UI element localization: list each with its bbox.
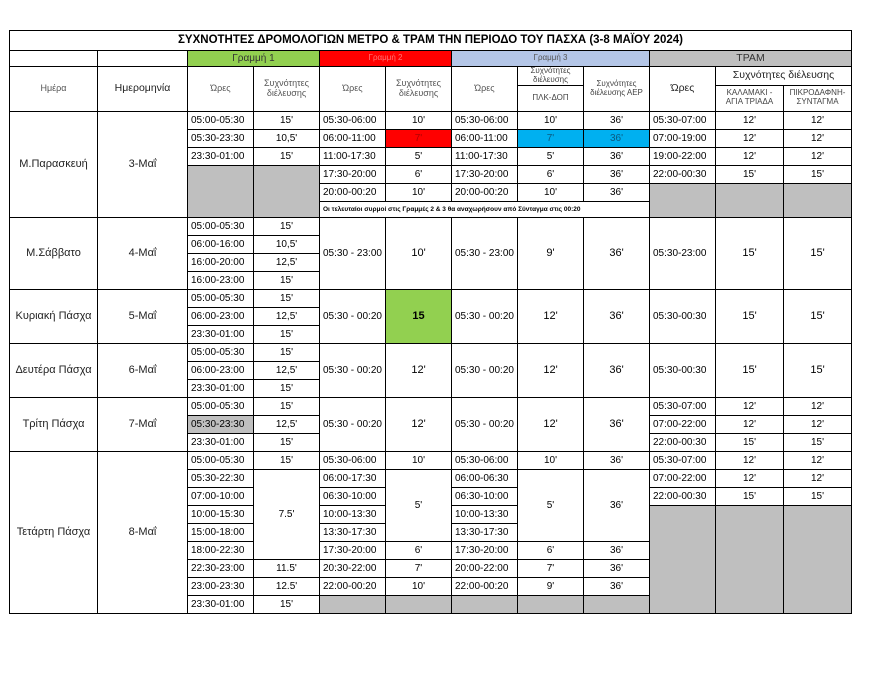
table-cell: 15'	[254, 595, 320, 613]
header-l3-plk: ΠΛΚ-ΔΟΠ	[518, 85, 584, 111]
table-cell: 22:00-00:30	[650, 487, 716, 505]
table-cell: 06:30-10:00	[452, 487, 518, 505]
table-cell: 36'	[584, 469, 650, 541]
table-cell: 15'	[254, 379, 320, 397]
date-cell: 8-Μαΐ	[98, 451, 188, 613]
table-cell: 05:00-05:30	[188, 111, 254, 129]
table-cell: 05:00-05:30	[188, 343, 254, 361]
table-cell: 36'	[584, 165, 650, 183]
table-cell: 12'	[784, 129, 852, 147]
header-l3-hours: Ώρες	[452, 67, 518, 112]
table-cell: 12'	[784, 469, 852, 487]
table-cell: 07:00-19:00	[650, 129, 716, 147]
date-cell: 4-Μαΐ	[98, 217, 188, 289]
table-cell: 06:00-23:00	[188, 307, 254, 325]
table-cell: 12'	[518, 397, 584, 451]
table-cell: 16:00-23:00	[188, 271, 254, 289]
table-cell: 12'	[716, 111, 784, 129]
table-cell: 15'	[784, 289, 852, 343]
table-cell: 05:00-05:30	[188, 451, 254, 469]
table-cell: 12'	[518, 289, 584, 343]
table-cell: 05:00-05:30	[188, 397, 254, 415]
table-cell: 5'	[518, 469, 584, 541]
table-cell: 10'	[386, 183, 452, 201]
day-cell: Κυριακή Πάσχα	[10, 289, 98, 343]
table-cell: 12'	[784, 415, 852, 433]
table-cell: 15'	[254, 271, 320, 289]
table-cell: 05:30-22:30	[188, 469, 254, 487]
table-cell: 5'	[518, 147, 584, 165]
table-cell: 07:00-22:00	[650, 415, 716, 433]
table-cell: 23:30-01:00	[188, 147, 254, 165]
header-l2-freq: Συχνότητες διέλευσης	[386, 67, 452, 112]
empty-grey-cell	[650, 505, 716, 613]
line-2-header: Γραμμή 2	[320, 51, 452, 67]
table-cell: 17:30-20:00	[320, 165, 386, 183]
table-cell: 05:30 - 00:20	[320, 397, 386, 451]
table-cell: 22:00-00:20	[320, 577, 386, 595]
table-cell: 06:00-11:00	[452, 129, 518, 147]
empty-grey-cell	[452, 595, 518, 613]
table-cell: 10'	[518, 111, 584, 129]
table-cell: 16:00-20:00	[188, 253, 254, 271]
table-cell: 06:00-16:00	[188, 235, 254, 253]
table-cell: 15'	[784, 433, 852, 451]
table-cell: 15'	[254, 451, 320, 469]
table-cell: 23:30-01:00	[188, 325, 254, 343]
day-cell: Μ.Παρασκευή	[10, 111, 98, 217]
table-cell: 12'	[784, 147, 852, 165]
table-cell: 15'	[254, 433, 320, 451]
table-cell: 06:00-11:00	[320, 129, 386, 147]
table-cell: 36'	[584, 217, 650, 289]
table-cell: 7'	[518, 559, 584, 577]
table-cell: 36'	[584, 577, 650, 595]
table-cell: 36'	[584, 559, 650, 577]
empty-grey-cell	[716, 183, 784, 217]
table-cell: 20:30-22:00	[320, 559, 386, 577]
table-cell: 12'	[784, 397, 852, 415]
table-cell: 10'	[386, 217, 452, 289]
header-l2-hours: Ώρες	[320, 67, 386, 112]
table-cell: 22:00-00:30	[650, 165, 716, 183]
table-cell: 07:00-10:00	[188, 487, 254, 505]
tram-header: ΤΡΑΜ	[650, 51, 852, 67]
table-cell: 12,5'	[254, 361, 320, 379]
empty-grey-cell	[254, 165, 320, 217]
empty-grey-cell	[386, 595, 452, 613]
table-cell: 23:00-23:30	[188, 577, 254, 595]
table-cell: 12'	[716, 147, 784, 165]
table-cell: 15'	[254, 111, 320, 129]
table-cell: 05:30 - 00:20	[452, 397, 518, 451]
table-cell: 05:30 - 00:20	[452, 343, 518, 397]
table-cell: 15'	[254, 147, 320, 165]
table-cell: 12'	[716, 469, 784, 487]
table-cell: 12'	[386, 397, 452, 451]
table-cell: 13:30-17:30	[452, 523, 518, 541]
schedule-table	[9, 30, 852, 614]
table-cell: 36'	[584, 343, 650, 397]
table-cell: 11.5'	[254, 559, 320, 577]
table-cell: 10:00-13:30	[452, 505, 518, 523]
table-cell: 23:30-01:00	[188, 595, 254, 613]
header-date: Ημερομηνία	[98, 67, 188, 112]
table-cell: 6'	[518, 541, 584, 559]
table-cell: 15'	[254, 217, 320, 235]
page-title: ΣΥΧΝΟΤΗΤΕΣ ΔΡΟΜΟΛΟΓΙΩΝ ΜΕΤΡΟ & ΤΡΑΜ ΤΗΝ ΠΕΡΙΟΔΟ ΤΟΥ ΠΑΣΧΑ (3-8 ΜΑΪΟΥ 2024)	[10, 31, 852, 51]
empty-grey-cell	[584, 595, 650, 613]
table-cell: 5'	[386, 147, 452, 165]
table-cell: 07:00-22:00	[650, 469, 716, 487]
table-cell: 05:30 - 23:00	[452, 217, 518, 289]
table-cell: 11:00-17:30	[452, 147, 518, 165]
table-cell: 10'	[386, 577, 452, 595]
date-cell: 3-Μαΐ	[98, 111, 188, 217]
schedule-sheet	[9, 30, 852, 614]
table-cell: 20:00-00:20	[452, 183, 518, 201]
table-cell: 10,5'	[254, 129, 320, 147]
table-cell: 6'	[386, 541, 452, 559]
table-cell: 06:00-17:30	[320, 469, 386, 487]
table-cell: 05:30-07:00	[650, 111, 716, 129]
header-l3-freq-aer: Συχνότητες διέλευσης ΑΕΡ	[584, 67, 650, 112]
table-cell: 15'	[784, 165, 852, 183]
table-cell: 36'	[584, 147, 650, 165]
table-cell: 06:30-10:00	[320, 487, 386, 505]
table-cell: 06:00-23:00	[188, 361, 254, 379]
empty-grey-cell	[188, 165, 254, 217]
table-cell: 17:30-20:00	[320, 541, 386, 559]
table-cell: 12'	[716, 397, 784, 415]
table-cell: 05:30-07:00	[650, 397, 716, 415]
table-cell: 22:00-00:30	[650, 433, 716, 451]
table-cell: 05:30 - 23:00	[320, 217, 386, 289]
table-cell: 18:00-22:30	[188, 541, 254, 559]
table-cell: 10,5'	[254, 235, 320, 253]
table-cell: 10'	[386, 111, 452, 129]
header-tram-b: ΠΙΚΡΟΔΑΦΝΗ-ΣΥΝΤΑΓΜΑ	[784, 85, 852, 111]
table-cell: 15'	[254, 343, 320, 361]
table-cell: 12'	[716, 415, 784, 433]
table-cell: 12'	[716, 451, 784, 469]
last-train-note: Οι τελευταίοι συρμοί στις Γραμμές 2 & 3 θα αναχωρήσουν από Σύνταγμα στις 00:20	[320, 201, 650, 217]
table-cell: 12'	[784, 451, 852, 469]
highlight-cell: 36'	[584, 129, 650, 147]
table-cell: 17:30-20:00	[452, 165, 518, 183]
table-cell: 36'	[584, 541, 650, 559]
empty-grey-cell	[784, 183, 852, 217]
table-cell: 05:30-23:30	[188, 129, 254, 147]
table-cell: 05:30-06:00	[320, 111, 386, 129]
header-tram-a: ΚΑΛΑΜΑΚΙ - ΑΓΙΑ ΤΡΙΑΔΑ	[716, 85, 784, 111]
header-tram-hours: Ώρες	[650, 67, 716, 112]
table-cell: 05:30 - 00:20	[320, 343, 386, 397]
table-cell: 13:30-17:30	[320, 523, 386, 541]
table-cell: 12'	[716, 129, 784, 147]
table-cell: 10:00-13:30	[320, 505, 386, 523]
table-cell: 36'	[584, 397, 650, 451]
table-cell: 12'	[518, 343, 584, 397]
table-cell: 5'	[386, 469, 452, 541]
table-cell: 05:30-00:30	[650, 343, 716, 397]
header-tram-freq: Συχνότητες διέλευσης	[716, 67, 852, 86]
highlight-cell: 05:30-23:30	[188, 415, 254, 433]
table-cell: 36'	[584, 289, 650, 343]
table-cell: 22:30-23:00	[188, 559, 254, 577]
table-cell: 11:00-17:30	[320, 147, 386, 165]
table-cell: 15'	[254, 325, 320, 343]
day-cell: Τρίτη Πάσχα	[10, 397, 98, 451]
table-cell: 12,5'	[254, 415, 320, 433]
table-cell: 15'	[716, 343, 784, 397]
table-cell: 23:30-01:00	[188, 379, 254, 397]
date-cell: 7-Μαΐ	[98, 397, 188, 451]
day-cell: Τετάρτη Πάσχα	[10, 451, 98, 613]
table-cell: 20:00-22:00	[452, 559, 518, 577]
day-cell: Μ.Σάββατο	[10, 217, 98, 289]
table-cell: 05:00-05:30	[188, 217, 254, 235]
header-l3-freq-plk: Συχνότητες διέλευσης	[518, 67, 584, 86]
table-cell: 6'	[518, 165, 584, 183]
line-3-header: Γραμμή 3	[452, 51, 650, 67]
table-cell: 10'	[518, 183, 584, 201]
table-cell: 10:00-15:30	[188, 505, 254, 523]
table-cell: 05:30 - 00:20	[320, 289, 386, 343]
table-cell: 12'	[386, 343, 452, 397]
table-cell: 05:30-06:00	[320, 451, 386, 469]
line-1-header: Γραμμή 1	[188, 51, 320, 67]
table-cell: 05:30-06:00	[452, 111, 518, 129]
table-cell: 15'	[254, 397, 320, 415]
day-cell: Δευτέρα Πάσχα	[10, 343, 98, 397]
table-cell: 05:30-06:00	[452, 451, 518, 469]
table-cell: 20:00-00:20	[320, 183, 386, 201]
table-cell: 36'	[584, 183, 650, 201]
table-cell: 7.5'	[254, 469, 320, 559]
empty-grey-cell	[518, 595, 584, 613]
table-cell: 15'	[716, 433, 784, 451]
table-cell: 23:30-01:00	[188, 433, 254, 451]
empty-grey-cell	[650, 183, 716, 217]
table-cell: 05:00-05:30	[188, 289, 254, 307]
table-cell: 6'	[386, 165, 452, 183]
header-l1-freq: Συχνότητες διέλευσης	[254, 67, 320, 112]
table-cell: 05:30-07:00	[650, 451, 716, 469]
table-cell: 7'	[386, 559, 452, 577]
header-day: Ημέρα	[10, 67, 98, 112]
table-cell: 12,5'	[254, 253, 320, 271]
table-cell: 22:00-00:20	[452, 577, 518, 595]
highlight-cell: 7'	[518, 129, 584, 147]
table-cell: 05:30 - 00:20	[452, 289, 518, 343]
table-cell: 12.5'	[254, 577, 320, 595]
table-cell: 06:00-06:30	[452, 469, 518, 487]
table-cell: 15'	[716, 217, 784, 289]
table-cell: 12'	[784, 111, 852, 129]
band-empty-2	[98, 51, 188, 67]
table-cell: 36'	[584, 451, 650, 469]
table-cell: 9'	[518, 217, 584, 289]
band-empty-1	[10, 51, 98, 67]
table-cell: 36'	[584, 111, 650, 129]
header-l1-hours: Ώρες	[188, 67, 254, 112]
table-cell: 05:30-00:30	[650, 289, 716, 343]
date-cell: 6-Μαΐ	[98, 343, 188, 397]
table-cell: 10'	[386, 451, 452, 469]
highlight-cell: 7'	[386, 129, 452, 147]
table-cell: 15'	[716, 487, 784, 505]
table-cell: 15'	[716, 165, 784, 183]
empty-grey-cell	[320, 595, 386, 613]
table-cell: 15:00-18:00	[188, 523, 254, 541]
highlight-cell: 15	[386, 289, 452, 343]
table-cell: 19:00-22:00	[650, 147, 716, 165]
table-cell: 15'	[784, 487, 852, 505]
empty-grey-cell	[784, 505, 852, 613]
table-cell: 9'	[518, 577, 584, 595]
table-cell: 12,5'	[254, 307, 320, 325]
table-cell: 15'	[254, 289, 320, 307]
table-cell: 15'	[784, 217, 852, 289]
table-cell: 17:30-20:00	[452, 541, 518, 559]
date-cell: 5-Μαΐ	[98, 289, 188, 343]
table-cell: 10'	[518, 451, 584, 469]
table-cell: 15'	[784, 343, 852, 397]
table-cell: 15'	[716, 289, 784, 343]
table-cell: 05:30-23:00	[650, 217, 716, 289]
empty-grey-cell	[716, 505, 784, 613]
